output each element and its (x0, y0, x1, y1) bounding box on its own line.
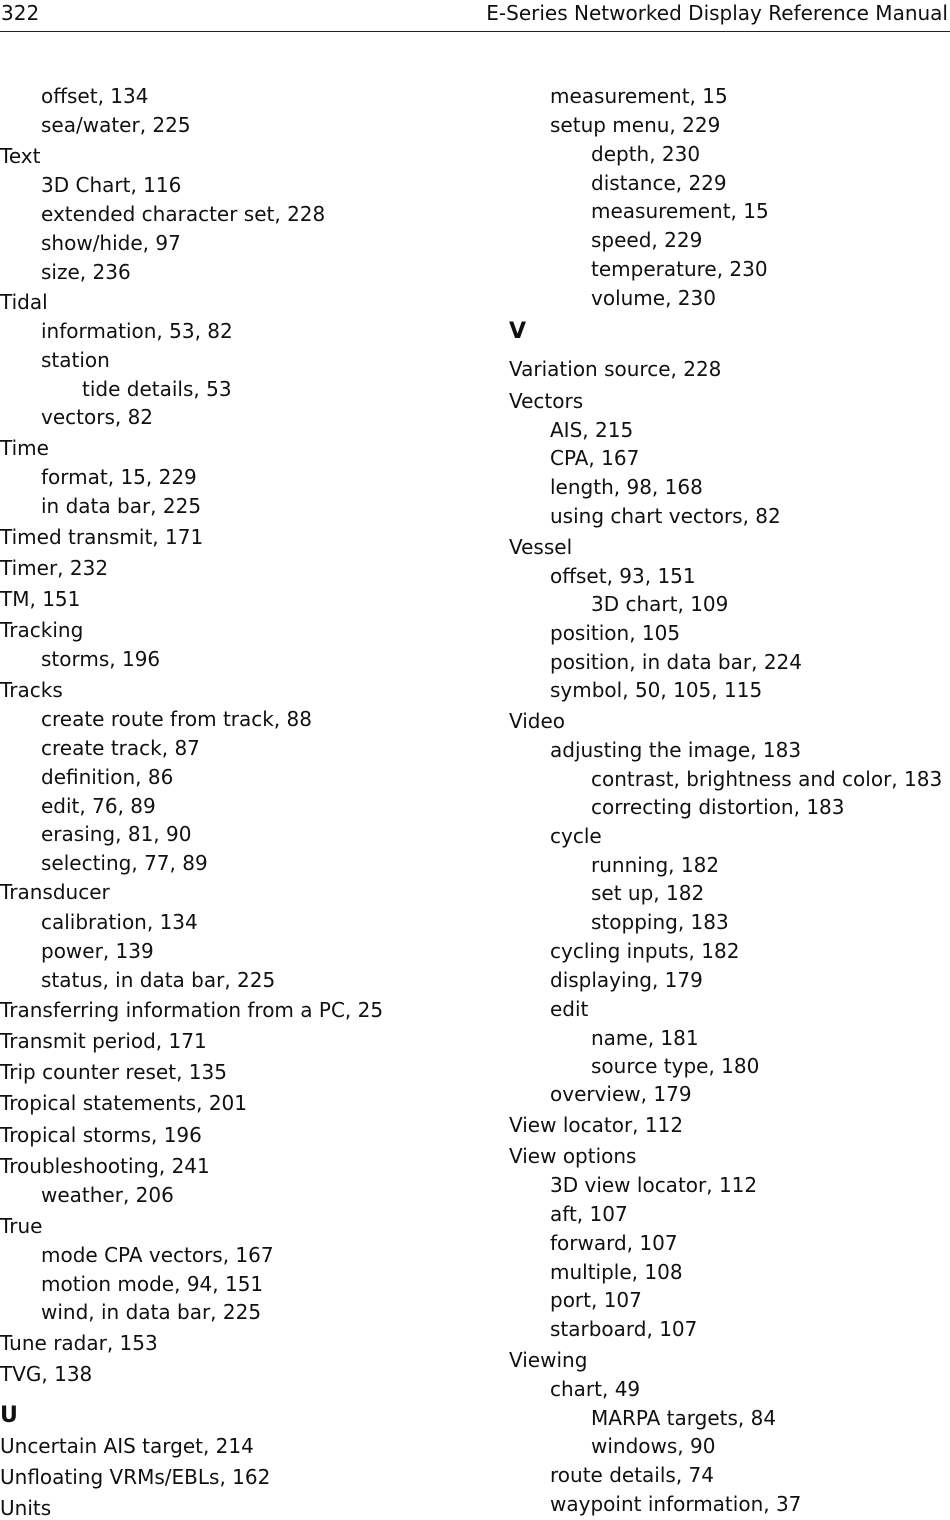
index-subentry: selecting, 77, 89 (41, 851, 208, 875)
index-subentry: 3D Chart, 116 (41, 173, 182, 197)
index-subentry: show/hide, 97 (41, 231, 181, 255)
index-subentry: sea/water, 225 (41, 113, 191, 137)
index-subentry: forward, 107 (550, 1231, 678, 1255)
index-subentry: windows, 90 (591, 1434, 716, 1458)
index-subentry: erasing, 81, 90 (41, 822, 192, 846)
index-subentry: volume, 230 (591, 286, 716, 310)
index-subentry: vectors, 82 (41, 405, 154, 429)
index-subentry: chart, 49 (550, 1377, 641, 1401)
index-subentry: 3D chart, 109 (591, 592, 729, 616)
index-entry: TM, 151 (0, 587, 81, 611)
page-header (0, 0, 950, 33)
index-entry: Viewing (509, 1348, 588, 1372)
index-entry: Timed transmit, 171 (0, 525, 204, 549)
index-entry: Tracks (0, 678, 63, 702)
index-subentry: 3D view locator, 112 (550, 1173, 758, 1197)
index-section-letter: V (509, 319, 527, 344)
index-entry: Tropical statements, 201 (0, 1091, 247, 1115)
index-subentry: aft, 107 (550, 1202, 628, 1226)
index-subentry: calibration, 134 (41, 910, 198, 934)
index-section-letter: U (0, 1403, 18, 1428)
index-subentry: wind, in data bar, 225 (41, 1300, 262, 1324)
index-entry: Troubleshooting, 241 (0, 1154, 210, 1178)
index-subentry: create track, 87 (41, 736, 200, 760)
index-subentry: cycling inputs, 182 (550, 939, 740, 963)
index-subentry: set up, 182 (591, 881, 705, 905)
index-entry: View options (509, 1144, 637, 1168)
index-entry: Text (0, 144, 41, 168)
page-number: 322 (1, 1, 40, 25)
index-subentry: storms, 196 (41, 647, 161, 671)
index-entry: Unfloating VRMs/EBLs, 162 (0, 1465, 271, 1489)
index-subentry: format, 15, 229 (41, 465, 197, 489)
index-subentry: depth, 230 (591, 142, 701, 166)
index-subentry: starboard, 107 (550, 1317, 698, 1341)
index-entry: Uncertain AIS target, 214 (0, 1434, 254, 1458)
index-subentry: contrast, brightness and color, 183 (591, 767, 943, 791)
index-subentry: MARPA targets, 84 (591, 1406, 777, 1430)
index-subentry: edit, 76, 89 (41, 794, 156, 818)
index-subentry: waypoint information, 37 (550, 1492, 802, 1516)
index-subentry: setup menu, 229 (550, 113, 721, 137)
index-subentry: correcting distortion, 183 (591, 795, 845, 819)
index-subentry: power, 139 (41, 939, 154, 963)
index-entry: Variation source, 228 (509, 357, 722, 381)
index-subentry: information, 53, 82 (41, 319, 233, 343)
index-entry: Tidal (0, 290, 48, 314)
index-subentry: overview, 179 (550, 1082, 692, 1106)
index-subentry: position, in data bar, 224 (550, 650, 802, 674)
index-entry: True (0, 1214, 43, 1238)
index-entry: Transducer (0, 880, 110, 904)
index-subentry: port, 107 (550, 1288, 642, 1312)
index-entry: Tracking (0, 618, 84, 642)
manual-title: E-Series Networked Display Reference Manual (486, 1, 948, 25)
index-subentry: adjusting the image, 183 (550, 738, 802, 762)
index-subentry: speed, 229 (591, 228, 703, 252)
index-entry: Tropical storms, 196 (0, 1123, 202, 1147)
index-subentry: edit (550, 997, 589, 1021)
index-subentry: temperature, 230 (591, 257, 768, 281)
index-entry: Tune radar, 153 (0, 1331, 158, 1355)
index-subentry: multiple, 108 (550, 1260, 683, 1284)
index-subentry: running, 182 (591, 853, 720, 877)
header-rule (0, 31, 950, 32)
index-subentry: weather, 206 (41, 1183, 174, 1207)
index-subentry: using chart vectors, 82 (550, 504, 781, 528)
index-subentry: offset, 134 (41, 84, 149, 108)
index-entry: TVG, 138 (0, 1362, 93, 1386)
index-entry: Vectors (509, 389, 584, 413)
index-subentry: definition, 86 (41, 765, 174, 789)
index-subentry: position, 105 (550, 621, 681, 645)
index-entry: Transmit period, 171 (0, 1029, 207, 1053)
index-entry: Time (0, 436, 49, 460)
index-subentry: extended character set, 228 (41, 202, 326, 226)
index-subentry: measurement, 15 (550, 84, 728, 108)
index-entry: Trip counter reset, 135 (0, 1060, 227, 1084)
index-entry: Vessel (509, 535, 573, 559)
index-subentry: station (41, 348, 110, 372)
index-subentry: length, 98, 168 (550, 475, 703, 499)
index-subentry: distance, 229 (591, 171, 727, 195)
index-entry: Timer, 232 (0, 556, 109, 580)
index-subentry: stopping, 183 (591, 910, 729, 934)
index-subentry: route details, 74 (550, 1463, 714, 1487)
index-subentry: mode CPA vectors, 167 (41, 1243, 274, 1267)
index-entry: View locator, 112 (509, 1113, 684, 1137)
index-entry: Units (0, 1496, 52, 1520)
index-subentry: source type, 180 (591, 1054, 760, 1078)
index-subentry: symbol, 50, 105, 115 (550, 678, 763, 702)
index-subentry: displaying, 179 (550, 968, 703, 992)
index-subentry: motion mode, 94, 151 (41, 1272, 264, 1296)
index-subentry: size, 236 (41, 260, 131, 284)
index-entry: Transferring information from a PC, 25 (0, 998, 384, 1022)
index-subentry: AIS, 215 (550, 418, 634, 442)
index-entry: Video (509, 709, 566, 733)
index-subentry: measurement, 15 (591, 199, 769, 223)
index-subentry: in data bar, 225 (41, 494, 202, 518)
index-subentry: cycle (550, 824, 602, 848)
index-subentry: offset, 93, 151 (550, 564, 696, 588)
index-subentry: create route from track, 88 (41, 707, 313, 731)
index-subentry: status, in data bar, 225 (41, 968, 276, 992)
index-subentry: name, 181 (591, 1026, 699, 1050)
index-subentry: tide details, 53 (82, 377, 232, 401)
index-subentry: CPA, 167 (550, 446, 640, 470)
